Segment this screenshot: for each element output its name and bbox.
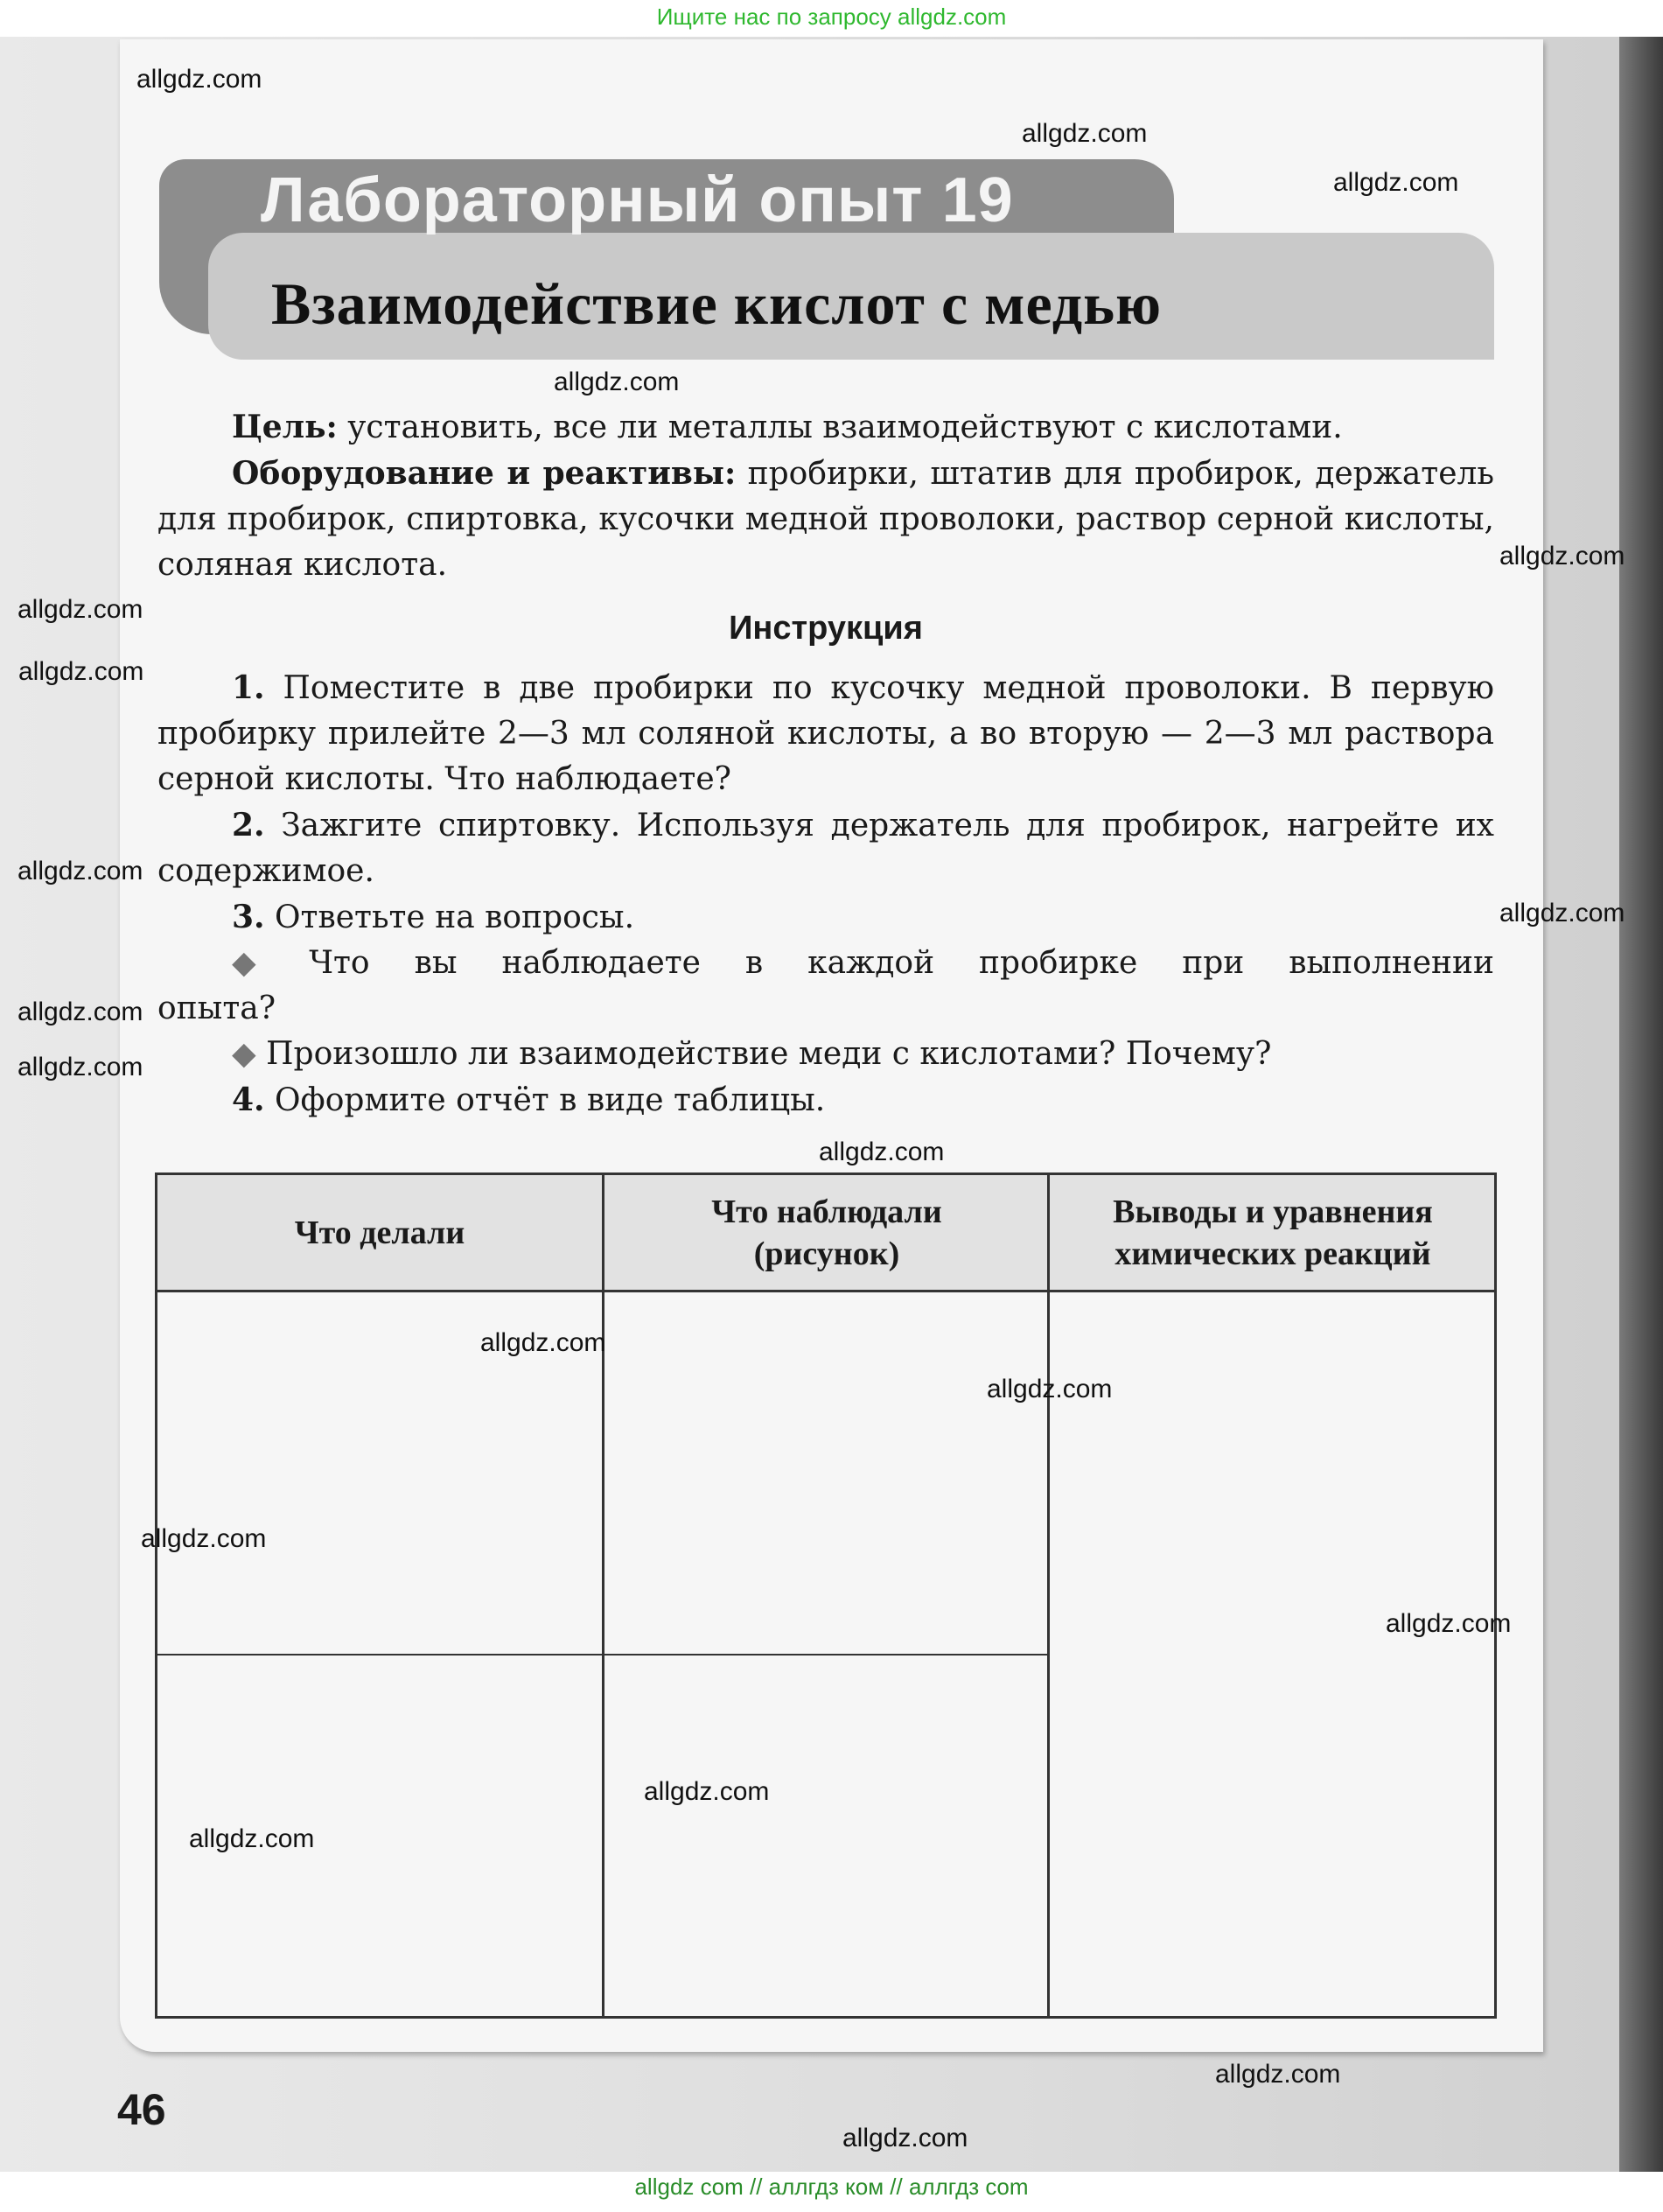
watermark: allgdz.com: [554, 368, 680, 396]
diamond-bullet-icon: ◆: [232, 1036, 256, 1072]
watermark: allgdz.com: [819, 1138, 945, 1166]
footer-banner: allgdz com // аллгдз ком // аллгдз com: [634, 2174, 1029, 2200]
watermark: allgdz.com: [18, 657, 144, 686]
step-text: Поместите в две пробирки по кусочку медной проволоки. В первую пробирку прилейте 2—3 мл соляной кислоты, а во вторую — 2—3 мл раствора серной кислоты. Что наблюдаете?: [157, 670, 1494, 797]
equipment-paragraph: [157, 451, 1494, 588]
watermark: allgdz.com: [1386, 1609, 1512, 1638]
question-2: [157, 1032, 1494, 1077]
watermark: allgdz.com: [136, 65, 262, 94]
diamond-bullet-icon: ◆: [232, 945, 265, 981]
step-1: [157, 665, 1494, 802]
step-3: [157, 894, 1494, 941]
step-number: 1.: [232, 669, 265, 706]
watermark: allgdz.com: [1022, 119, 1148, 148]
step-number: 3.: [232, 899, 265, 935]
watermark: allgdz.com: [141, 1524, 267, 1553]
table-header-conclusions: Выводы и уравнения химических реакций: [1113, 1193, 1433, 1272]
question-text: Что вы наблюдаете в каждой пробирке при выполнении опыта?: [157, 945, 1495, 1026]
step-text: Ответьте на вопросы.: [264, 900, 635, 935]
watermark: allgdz.com: [842, 2124, 968, 2152]
watermark: allgdz.com: [1215, 2060, 1341, 2089]
equipment-text: пробирки, штатив для пробирок, держатель для пробирок, спиртовка, кусочки медной проволоки, раствор серной кислоты, соляная кислота.: [157, 456, 1494, 583]
watermark: allgdz.com: [17, 595, 143, 624]
top-banner: Ищите нас по запросу allgdz.com: [656, 4, 1007, 30]
goal-paragraph: [157, 404, 1494, 451]
step-text: Оформите отчёт в виде таблицы.: [264, 1082, 826, 1118]
watermark: allgdz.com: [644, 1777, 770, 1806]
step-2: [157, 802, 1494, 894]
watermark: allgdz.com: [987, 1375, 1113, 1404]
watermark: allgdz.com: [17, 1053, 143, 1082]
watermark: allgdz.com: [17, 857, 143, 886]
step-text: Зажгите спиртовку. Используя держатель для пробирок, нагрейте их содержимое.: [157, 808, 1494, 889]
book-spine-shadow: [1619, 37, 1663, 2172]
table-column-divider: [602, 1175, 604, 2016]
question-1: [157, 941, 1494, 1032]
watermark: allgdz.com: [1499, 542, 1625, 570]
watermark: allgdz.com: [1499, 899, 1625, 928]
table-header-what-done: Что делали: [294, 1214, 465, 1251]
instruction-heading: Инструкция: [729, 610, 923, 647]
goal-text: установить, все ли металлы взаимодействуют с кислотами.: [337, 410, 1343, 445]
watermark: allgdz.com: [17, 998, 143, 1026]
lab-label: Лабораторный опыт 19: [261, 165, 1014, 235]
question-text: Произошло ли взаимодействие меди с кислотами? Почему?: [255, 1036, 1272, 1072]
watermark: allgdz.com: [480, 1328, 606, 1357]
step-4: [157, 1077, 1494, 1124]
equipment-label: Оборудование и реактивы:: [232, 455, 737, 492]
table-column-divider: [1047, 1175, 1050, 2016]
watermark: allgdz.com: [1333, 168, 1459, 197]
lab-body: [157, 404, 1494, 1124]
report-table: [155, 1172, 1497, 2019]
goal-label: Цель:: [232, 409, 338, 445]
page-title: Взаимодействие кислот с медью: [271, 270, 1163, 337]
step-number: 4.: [232, 1082, 265, 1118]
watermark: allgdz.com: [189, 1824, 315, 1853]
page-number: 46: [117, 2085, 166, 2134]
table-header-observed: Что наблюдали (рисунок): [711, 1193, 942, 1272]
step-number: 2.: [232, 807, 265, 844]
